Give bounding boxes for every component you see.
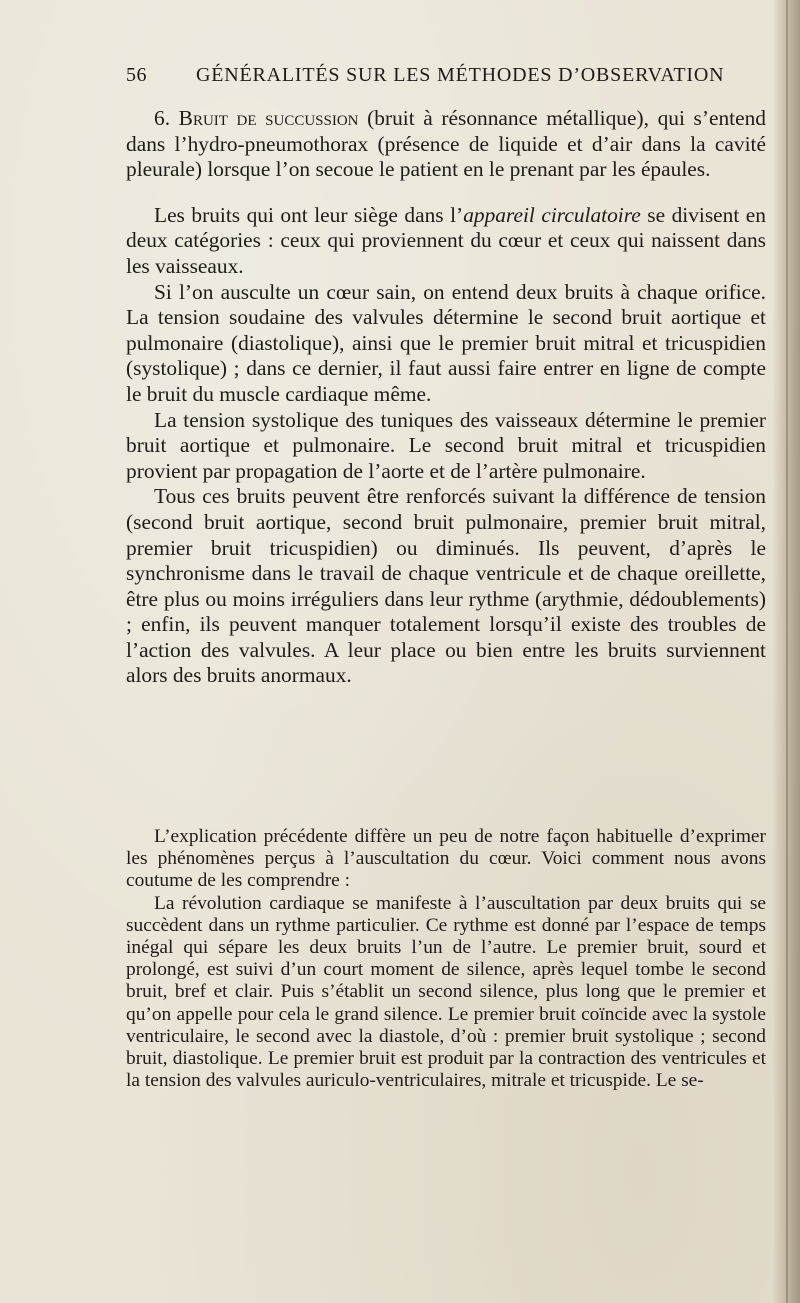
paragraph-circulatory <box>126 203 766 280</box>
main-text <box>126 106 766 689</box>
page-number: 56 <box>126 64 147 86</box>
running-header <box>126 64 766 94</box>
paragraph-circulatory-lead: Les bruits qui ont leur siège dans l’ <box>154 202 464 227</box>
paragraph-succussion-text: (bruit à résonnance métallique), qui s’entend dans l’hydro-pneumothorax (présence de liquide et d’air dans la cavité pleurale) lorsque l’on secoue le patient en le prenant par les épaules. <box>126 106 766 182</box>
paragraph-succussion <box>126 106 766 183</box>
note-text <box>126 826 766 1092</box>
paragraph-variations: Tous ces bruits peuvent être renforcés suivant la différence de tension (second bruit aortique, second bruit pulmonaire, premier bruit mitral, premier bruit tricuspidien) ou diminués. Ils peuvent, d’après le synchronisme dans le travail de chaque ventricule et de chaque oreillette, être plus ou moins irréguliers dans leur rythme (arythmie, dédoublements) ; enfin, ils peuvent manquer totalement lorsqu’il existe des troubles de l’action des valvules. A leur place ou bien entre les bruits surviennent alors des bruits anormaux. <box>126 484 766 688</box>
paragraph-systolic-tension: La tension systolique des tuniques des vaisseaux détermine le premier bruit aortique et pulmonaire. Le second bruit mitral et tricuspidien provient par propagation de l’aorte et de l’artère pulmonaire. <box>126 407 766 483</box>
paragraph-healthy-heart: Si l’on ausculte un cœur sain, on entend deux bruits à chaque orifice. La tension soudaine des valvules détermine le second bruit aortique et pulmonaire (diastolique), ainsi que le premier bruit mitral et tricuspidien (systolique) ; dans ce dernier, il faut aussi faire entrer en ligne de compte le bruit du muscle cardiaque même. <box>126 279 766 406</box>
page-edge-line <box>786 0 788 1303</box>
term-appareil-circulatoire: appareil circulatoire <box>463 202 641 227</box>
note-paragraph-explanation: L’explication précédente diffère un peu de notre façon habituelle d’exprimer les phénomènes perçus à l’auscultation du cœur. Voici comment nous avons coutume de les comprendre : <box>126 826 766 892</box>
item-number: 6. <box>154 106 171 130</box>
term-bruit-de-succussion: Bruit de succussion <box>178 106 359 130</box>
note-paragraph-cardiac-revolution: La révolution cardiaque se manifeste à l’auscultation par deux bruits qui se succèdent dans un rythme particulier. Ce rythme est donné par l’espace de temps inégal qui sépare les deux bruits l’un de l’autre. Le premier bruit, sourd et prolongé, est suivi d’un court moment de silence, après lequel tombe le second bruit, bref et clair. Puis s’établit un second silence, plus long que le premier et qu’on appelle pour cela le grand silence. Le premier bruit coïncide avec la systole ventriculaire, le second avec la diastole, d’où : premier bruit systolique ; second bruit, diastolique. Le premier bruit est produit par la contraction des ventricules et la tension des valvules auriculo-ventriculaires, mitrale et tricuspide. Le se- <box>126 892 766 1092</box>
running-title: GÉNÉRALITÉS SUR LES MÉTHODES D’OBSERVATION <box>196 64 725 86</box>
paragraph-circulatory-rest: se divisent en deux catégories : ceux qui proviennent du cœur et ceux qui naissent dans les vaisseaux. <box>126 202 766 278</box>
